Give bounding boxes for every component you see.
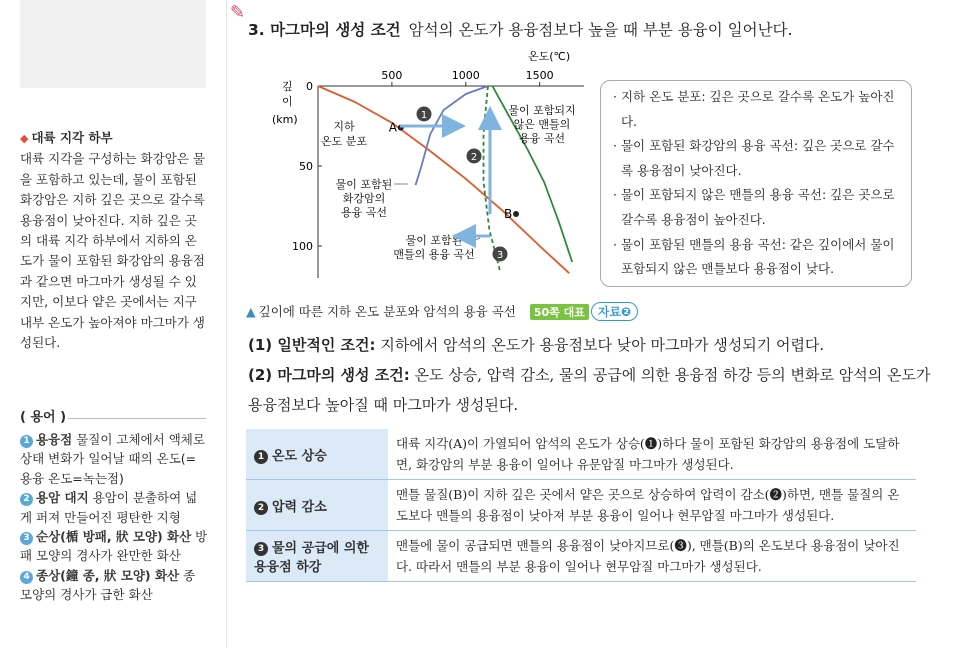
granite-label-line: 화강암의 — [342, 192, 386, 205]
table-row — [246, 480, 916, 531]
dry-mantle-label-line: 물이 포함되지 — [508, 104, 576, 117]
table-row — [246, 531, 916, 582]
x-axis-label: 온도(℃) — [528, 50, 571, 63]
triangle-icon: ▲ — [246, 304, 256, 319]
melting-curve-chart — [264, 48, 594, 298]
point-label-B: B — [504, 207, 513, 221]
wet-mantle-leader-line — [468, 238, 480, 243]
y-axis-label — [272, 79, 298, 126]
number-icon: 1 — [254, 450, 268, 464]
row-heading: 1 온도 상승 — [246, 429, 388, 480]
marker-3-label: 3 — [496, 250, 504, 261]
geotherm-label-line: 온도 분포 — [320, 135, 368, 148]
row-heading: 3 물의 공급에 의한 용융점 하강 — [246, 531, 388, 582]
section-title: 3. 마그마의 생성 조건 암석의 온도가 용융점보다 높을 때 부분 용융이 일어난다. — [248, 21, 793, 39]
chart-notes-box — [600, 80, 912, 287]
diamond-icon: ◆ — [20, 132, 29, 145]
marker-1-label: 1 — [420, 110, 428, 121]
row-body: 맨틀 물질(B)이 지하 깊은 곳에서 얕은 곳으로 상승하여 압력이 감소(❷)하면, 맨틀 물질의 온도보다 맨틀의 용융점이 낮아져 부분 용융이 일어나 현무암질 마그마가 생성된다. — [388, 480, 916, 531]
terms-divider — [68, 418, 206, 419]
chart-note: · 물이 포함되지 않은 맨틀의 용융 곡선: 깊은 곳으로 갈수록 용융점이 높아진다. — [613, 183, 903, 232]
main-content — [230, 0, 954, 648]
sidebar-note-heading: ◆ 대륙 지각 하부 — [20, 130, 113, 145]
number-icon: 3 — [254, 542, 268, 556]
row-heading: 2 압력 감소 — [246, 480, 388, 531]
chart-caption: ▲ 깊이에 따른 지하 온도 분포와 암석의 용융 곡선 50쪽 대표 자료❷ — [246, 302, 638, 321]
chart-note: · 물이 포함된 맨틀의 용융 곡선: 같은 깊이에서 물이 포함되지 않은 맨틀보다 용융점이 낮다. — [613, 233, 903, 282]
terms-list — [20, 430, 208, 605]
x-tick-label: 1500 — [525, 69, 554, 82]
wet-mantle-label-line: 물이 포함된 — [405, 234, 463, 247]
terms-title: ( 용어 ) — [20, 410, 67, 425]
number-icon: 1 — [20, 435, 33, 448]
marker-2-label: 2 — [470, 152, 478, 163]
table-row — [246, 429, 916, 480]
x-tick-label: 500 — [381, 69, 403, 82]
row-body: 대륙 지각(A)이 가열되어 암석의 온도가 상승(❶)하다 물이 포함된 화강암의 용융점에 도달하면, 화강암의 부분 용융이 일어나 유문암질 마그마가 생성된다. — [388, 429, 916, 480]
sidebar-note — [20, 128, 206, 353]
series-line-1 — [416, 86, 488, 185]
granite-label-line: 물이 포함된 — [335, 178, 393, 191]
number-icon: 4 — [20, 571, 33, 584]
sidebar-divider — [226, 0, 227, 648]
term-item: 3 순상(楯 방패, 狀 모양) 화산 방패 모양의 경사가 완만한 화산 — [20, 529, 208, 564]
chart-note: · 물이 포함된 화강암의 용융 곡선: 깊은 곳으로 갈수록 용융점이 낮아진다. — [613, 134, 903, 183]
point-B — [513, 211, 519, 217]
y-tick-label: 100 — [292, 240, 313, 253]
wet-mantle-label-line: 맨틀의 용융 곡선 — [393, 248, 475, 261]
y-axis-label-part: 깊 — [282, 80, 293, 93]
series-line-3 — [484, 86, 500, 270]
term-item: 4 종상(鐘 종, 狀 모양) 화산 종 모양의 경사가 급한 화산 — [20, 567, 196, 603]
x-tick-label: 1000 — [451, 69, 480, 82]
number-icon: 2 — [254, 501, 268, 515]
condition-magma: (2) 마그마의 생성 조건: 온도 상승, 압력 감소, 물의 공급에 의한 용융점 하강 등의 변화로 암석의 온도가 용융점보다 높아질 때 마그마가 생성된다. — [248, 366, 931, 414]
dry-mantle-label-line: 않은 맨틀의 — [513, 118, 571, 131]
point-label-A: A — [388, 120, 397, 135]
data-ref-badge: 자료❷ — [591, 302, 638, 321]
granite-label-line: 용융 곡선 — [340, 206, 388, 219]
number-icon: 2 — [20, 493, 33, 506]
sidebar-top-panel — [20, 0, 206, 88]
sidebar — [0, 0, 226, 648]
row-body: 맨틀에 물이 공급되면 맨틀의 용융점이 낮아지므로(❸), 맨틀(B)의 온도보다 용융점이 낮아진다. 따라서 맨틀의 부분 용융이 일어나 현무암질 마그마가 생성된다. — [388, 531, 916, 582]
page-ref-badge: 50쪽 대표 — [530, 304, 589, 320]
y-tick-label: 50 — [299, 160, 313, 173]
decoration-icon: ✎ — [230, 2, 246, 23]
geotherm-label-line: 지하 — [333, 120, 355, 133]
y-tick-label: 0 — [306, 80, 313, 93]
y-axis-label-part: 이 — [282, 95, 293, 108]
number-icon: 3 — [20, 532, 33, 545]
conditions-table — [246, 428, 916, 582]
condition-general: (1) 일반적인 조건: 지하에서 암석의 온도가 용융점보다 낮아 마그마가 생성되기 어렵다. — [248, 336, 825, 354]
sidebar-note-body: 대륙 지각을 구성하는 화강암은 물을 포함하고 있는데, 물이 포함된 화강암은 지하 깊은 곳으로 갈수록 용융점이 낮아진다. 지하 깊은 곳의 대륙 지각 하부에서 지하의 온도가 물이 포함된 화강암의 용융점과 같으면 마그마가 생성될 수 있지만, 이보다 얕은 곳에서는 지구 내부 온도가 높아져야 마그마가 생성된다. — [20, 151, 205, 351]
term-item: 1 용융점 물질이 고체에서 액체로 상태 변화가 일어날 때의 온도(=용융 온도=녹는점) — [20, 432, 205, 486]
chart-note: · 지하 온도 분포: 깊은 곳으로 갈수록 온도가 높아진다. — [613, 85, 903, 134]
term-item: 2 용암 대지 용암이 분출하여 넓게 퍼져 만들어진 평탄한 지형 — [20, 490, 198, 525]
dry-mantle-label-line: 용융 곡선 — [518, 132, 566, 145]
y-axis-label-part: (km) — [272, 113, 298, 126]
